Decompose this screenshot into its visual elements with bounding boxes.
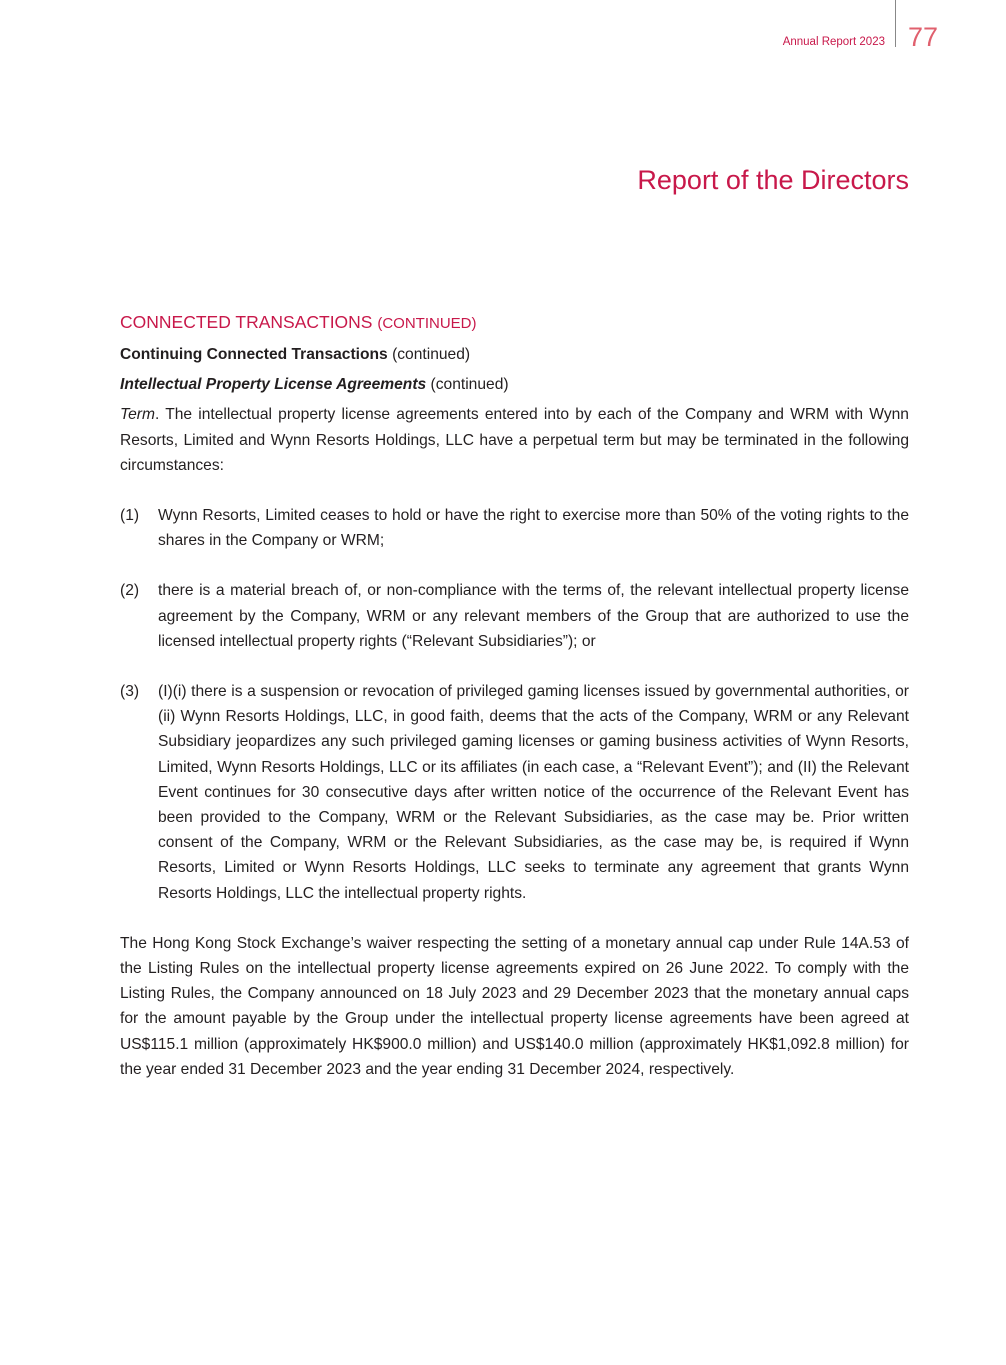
section-heading — [120, 310, 909, 336]
list-item-number: (3) — [120, 683, 140, 701]
list-item — [120, 503, 909, 553]
subheading-2-suffix: (continued) — [430, 376, 509, 394]
list-item — [120, 679, 909, 906]
list-item-text: Wynn Resorts, Limited ceases to hold or have the right to exercise more than 50% of the voting rights to the shares in the Company or WRM; — [158, 507, 909, 550]
closing-paragraph: The Hong Kong Stock Exchange’s waiver respecting the setting of a monetary annual cap under Rule 14A.53 of the Listing Rules on the intellectual property license agreements expired on 26 June 2022. To comply with the Listing Rules, the Company announced on 18 July 2023 and 29 December 2023 that the monetary annual caps for the amount payable by the Group under the intellectual property license agreements have been agreed at US$115.1 million (approximately HK$900.0 million) and US$140.0 million (approximately HK$1,092.8 million) for the year ended 31 December 2023 and the year ending 31 December 2024, respectively. — [120, 934, 909, 1078]
intro-text: . The intellectual property license agreements entered into by each of the Company and WRM with Wynn Resorts, Limited and Wynn Resorts Holdings, LLC have a perpetual term but may be terminated in the following circumstances: — [120, 406, 909, 474]
page-title: Report of the Directors — [637, 165, 909, 195]
intro-paragraph — [120, 402, 909, 478]
intro-lead: Term — [120, 406, 155, 424]
page-number: 77 — [908, 22, 939, 52]
subheading-1 — [120, 342, 909, 367]
section-heading-suffix: (CONTINUED) — [377, 315, 477, 332]
subheading-1-bold: Continuing Connected Transactions — [120, 346, 388, 363]
header-divider — [895, 0, 896, 47]
header-label: Annual Report 2023 — [782, 36, 885, 48]
subheading-2-bold: Intellectual Property License Agreements — [120, 376, 427, 394]
subheading-2 — [120, 372, 909, 397]
body-content — [120, 310, 909, 1082]
list-item — [120, 578, 909, 654]
subheading-1-suffix: (continued) — [392, 346, 471, 363]
list-item-number: (1) — [120, 507, 140, 525]
list-item-text: (I)(i) there is a suspension or revocation of privileged gaming licenses issued by governmental authorities, or (ii) Wynn Resorts Holdings, LLC, in good faith, deems that the acts of the Company, WRM or any Relevant Subsidiary jeopardizes any such privileged gaming licenses or gaming business activities of Wynn Resorts, Limited, Wynn Resorts Holdings, LLC or its affiliates (in each case, a “Relevant Event”); and (II) the Relevant Event continues for 30 consecutive days after written notice of the occurrence of the Relevant Event has been provided to the Company, WRM or the Relevant Subsidiaries, as the case may be. Prior written consent of the Company, WRM or the Relevant Subsidiaries, as the case may be, is required if Wynn Resorts, Limited or Wynn Resorts Holdings, LLC seeks to terminate any agreement that grants Wynn Resorts Holdings, LLC the intellectual property rights. — [158, 683, 909, 902]
section-heading-text: CONNECTED TRANSACTIONS — [120, 312, 373, 332]
list-item-text: there is a material breach of, or non-compliance with the terms of, the relevant intellectual property license agreement by the Company, WRM or any relevant members of the Group that are authorized to use the licensed intellectual property rights (“Relevant Subsidiaries”); or — [158, 582, 909, 650]
list-item-number: (2) — [120, 582, 140, 600]
